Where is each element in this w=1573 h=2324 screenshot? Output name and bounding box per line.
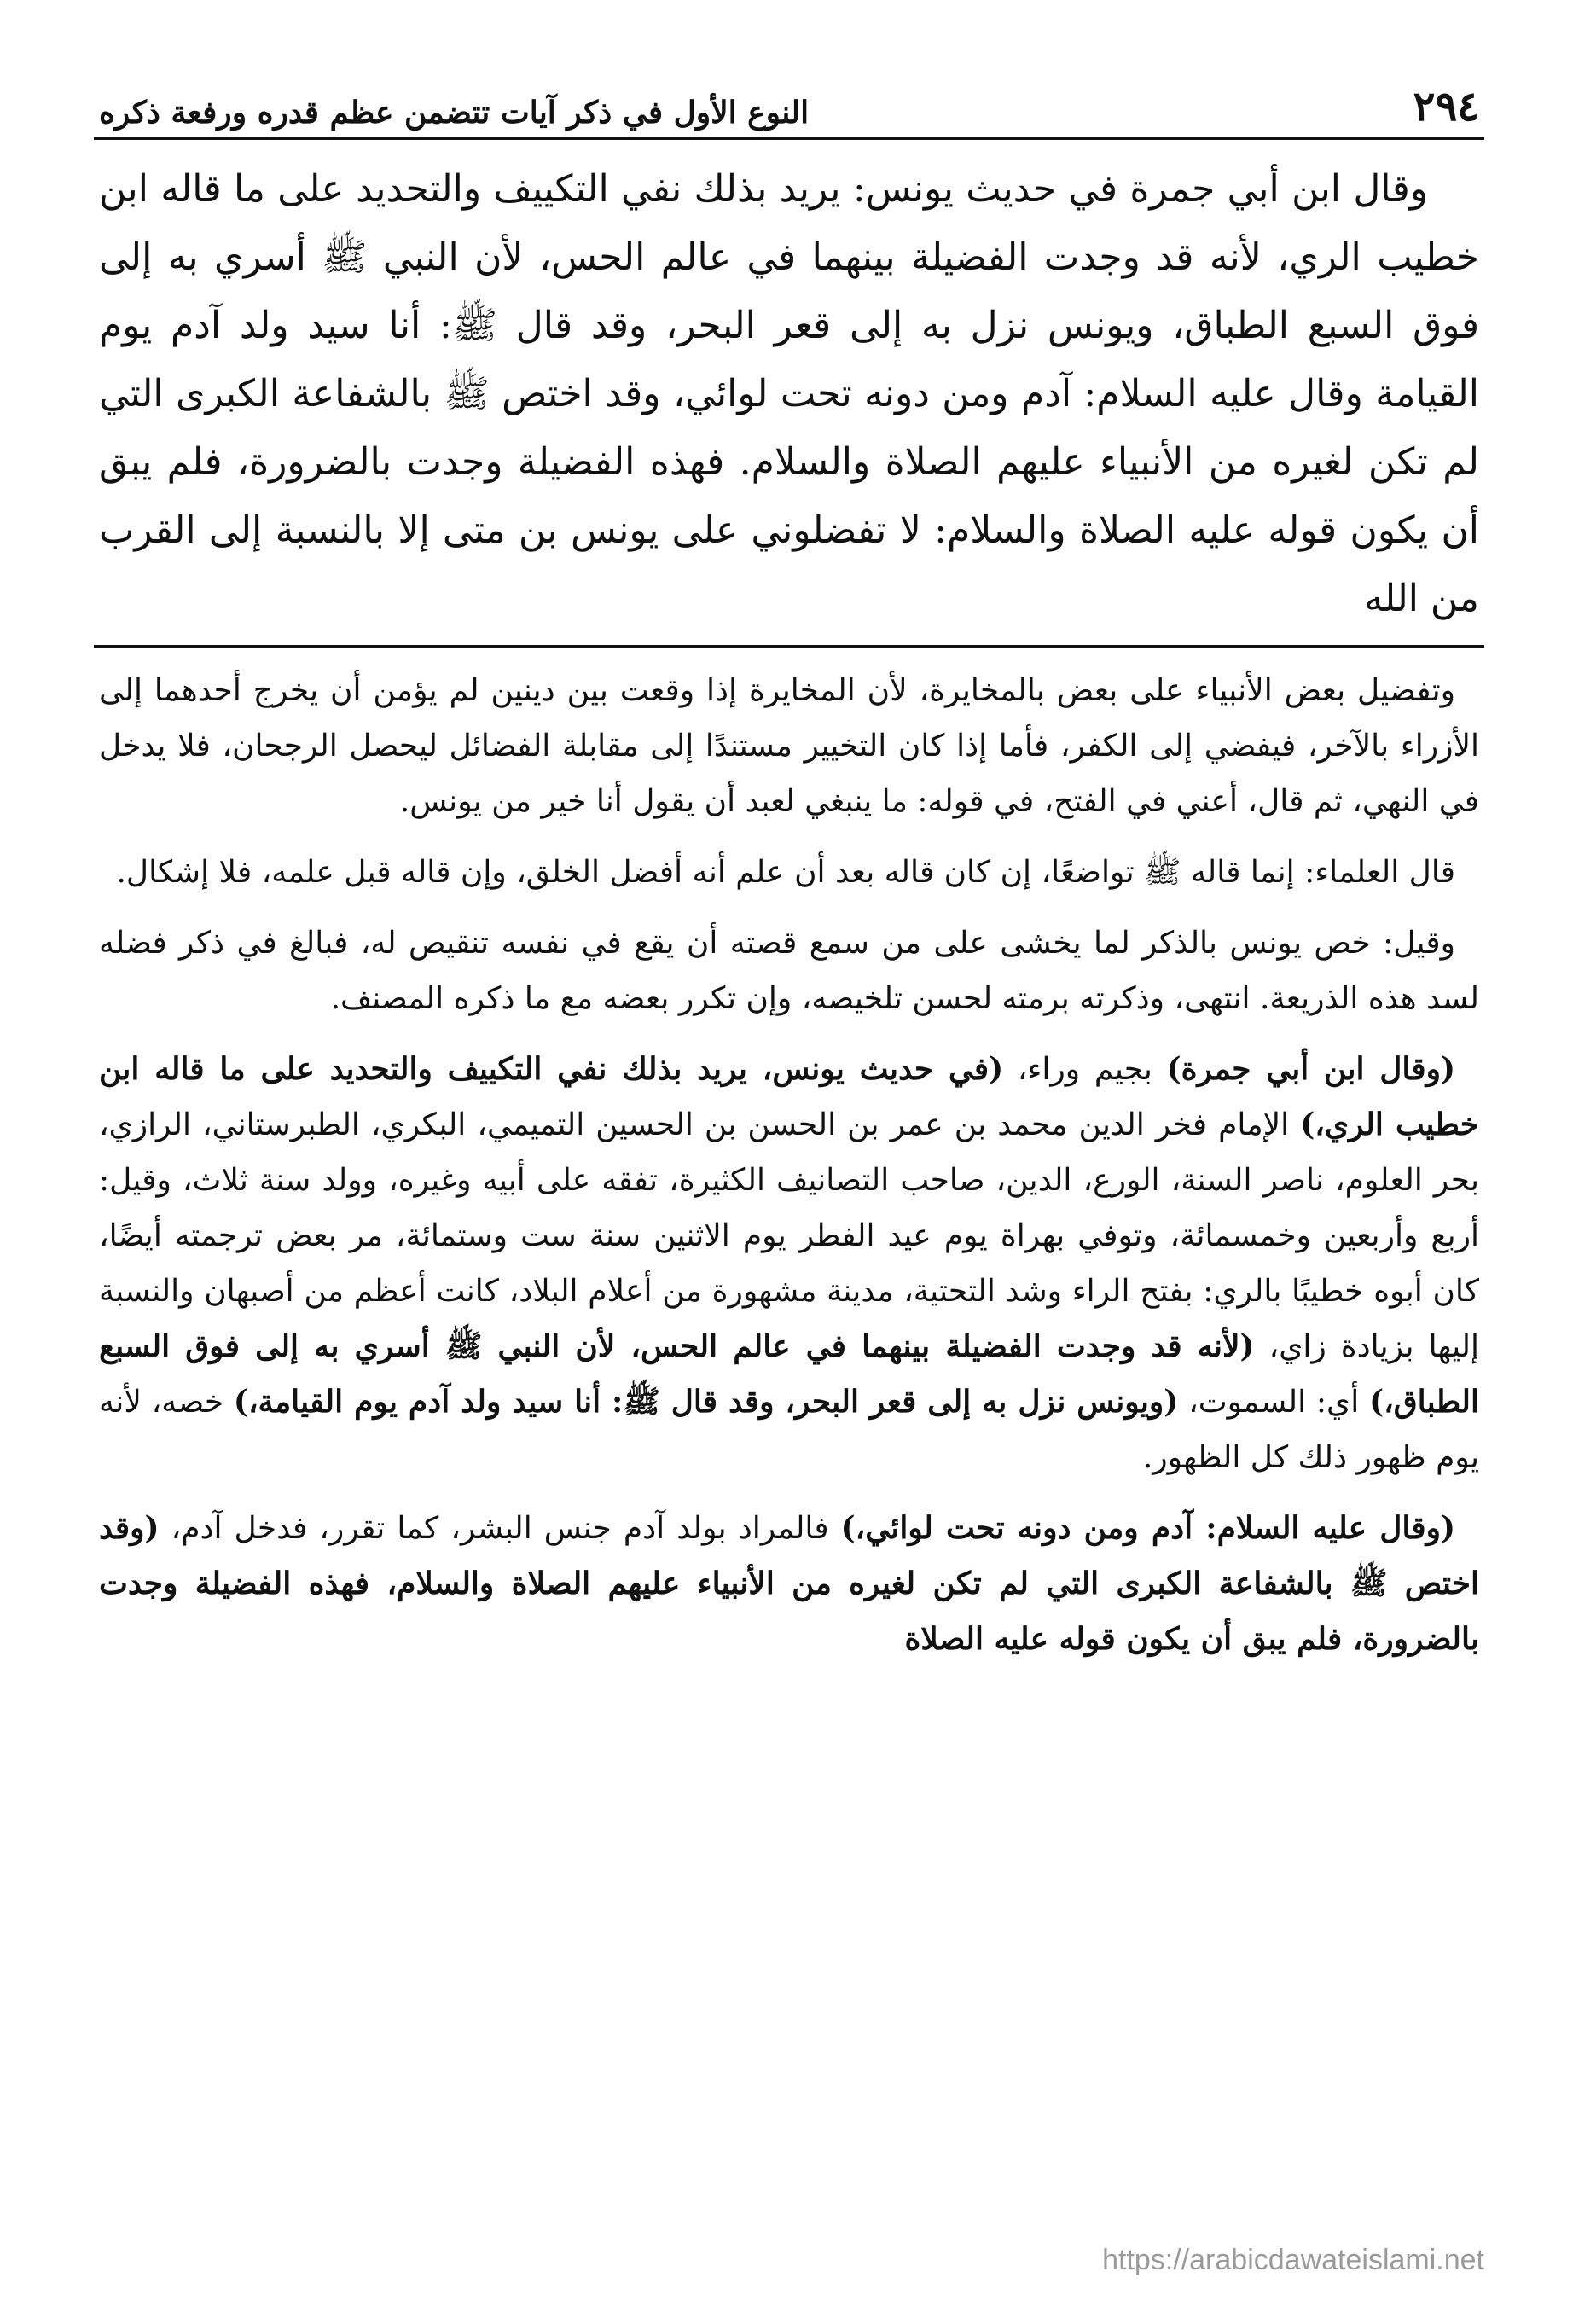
text-divider: [94, 645, 1484, 648]
quoted-main-text: (وقد اختص ﷺ بالشفاعة الكبرى التي لم تكن لغيره من الأنبياء عليهم الصلاة والسلام، فهذه الفضيلة وجدت بالضرورة، فلم يبق أن يكون قوله عليه الصلاة: [99, 1510, 1479, 1657]
commentary-paragraph-4: [99, 1042, 1479, 1485]
book-page: [94, 81, 1484, 1682]
commentary-paragraph-2: قال العلماء: إنما قاله ﷺ تواضعًا، إن كان قاله بعد أن علم أنه أفضل الخلق، وإن قاله قبل علمه، فلا إشكال.: [116, 855, 1455, 890]
quoted-main-text: (وقال عليه السلام: آدم ومن دونه تحت لوائي،): [840, 1510, 1455, 1546]
page-header: [94, 81, 1484, 140]
commentary: [94, 663, 1484, 1667]
quoted-main-text: (وقال ابن أبي جمرة): [1166, 1051, 1455, 1087]
commentary-text: بجيم وراء،: [1003, 1052, 1167, 1087]
commentary-text: الإمام فخر الدين محمد بن عمر بن الحسن بن الحسين التميمي، البكري، الطبرستاني، الرازي، بحر العلوم، ناصر السنة، الورع، الدين، صاحب التصانيف الكثيرة، تفقه على أبيه وغيره، وولد سنة ثلاث، وقيل: أربع وأربعين وخمسمائة، وتوفي بهراة يوم عيد الفطر يوم الاثنين سنة ست وستمائة، مر بعض ترجمته أيضًا، كان أبوه خطيبًا بالري: بفتح الراء وشد التحتية، مدينة مشهورة من أعلام البلاد، كانت أعظم من أصبهان والنسبة إليها بزيادة زاي،: [99, 1107, 1479, 1364]
commentary-paragraph-3: وقيل: خص يونس بالذكر لما يخشى على من سمع قصته أن يقع في نفسه تنقيص له، فبالغ في ذكر فضله لسد هذه الذريعة. انتهى، وذكرته برمته لحسن تلخيصه، وإن تكرر بعضه مع ما ذكره المصنف.: [99, 926, 1479, 1016]
commentary-paragraph-1: وتفضيل بعض الأنبياء على بعض بالمخايرة، لأن المخايرة إذا وقعت بين دينين لم يؤمن أن يخرج أحدهما إلى الأزراء بالآخر، فيفضي إلى الكفر، فأما إذا كان التخيير مستندًا إلى مقابلة الفضائل ليحصل الرجحان، فلا يدخل في النهي، ثم قال، أعني في الفتح، في قوله: ما ينبغي لعبد أن يقول أنا خير من يونس.: [99, 673, 1479, 819]
page-number: ٢٩٤: [1413, 83, 1479, 131]
running-title: النوع الأول في ذكر آيات تتضمن عظم قدره ورفعة ذكره: [99, 95, 810, 131]
main-text: [94, 155, 1484, 633]
quoted-main-text: (في حديث يونس، يريد بذلك نفي التكييف والتحديد على ما قاله ابن خطيب الري،): [99, 1051, 1479, 1142]
commentary-text: خصه، لأنه يوم ظهور ذلك كل الظهور.: [99, 1385, 1479, 1475]
source-watermark: https://arabicdawateislami.net: [1102, 2244, 1484, 2276]
commentary-text: فالمراد بولد آدم جنس البشر، كما تقرر، فدخل آدم،: [159, 1511, 841, 1546]
main-text-paragraph: وقال ابن أبي جمرة في حديث يونس: يريد بذلك نفي التكييف والتحديد على ما قاله ابن خطيب الري، لأنه قد وجدت الفضيلة بينهما في عالم الحس، لأن النبي ﷺ أسري به إلى فوق السبع الطباق، ويونس نزل به إلى قعر البحر، وقد قال ﷺ: أنا سيد ولد آدم يوم القيامة وقال عليه السلام: آدم ومن دونه تحت لوائي، وقد اختص ﷺ بالشفاعة الكبرى التي لم تكن لغيره من الأنبياء عليهم الصلاة والسلام. فهذه الفضيلة وجدت بالضرورة، فلم يبق أن يكون قوله عليه الصلاة والسلام: لا تفضلوني على يونس بن متى إلا بالنسبة إلى القرب من الله: [99, 167, 1480, 620]
quoted-main-text: (ويونس نزل به إلى قعر البحر، وقد قال ﷺ: أنا سيد ولد آدم يوم القيامة،): [233, 1384, 1179, 1420]
commentary-text: أي: السموت،: [1178, 1385, 1370, 1420]
commentary-paragraph-5: [99, 1501, 1479, 1667]
quoted-main-text: (لأنه قد وجدت الفضيلة بينهما في عالم الحس، لأن النبي ﷺ أسري به إلى فوق السبع الطباق،): [99, 1328, 1479, 1420]
